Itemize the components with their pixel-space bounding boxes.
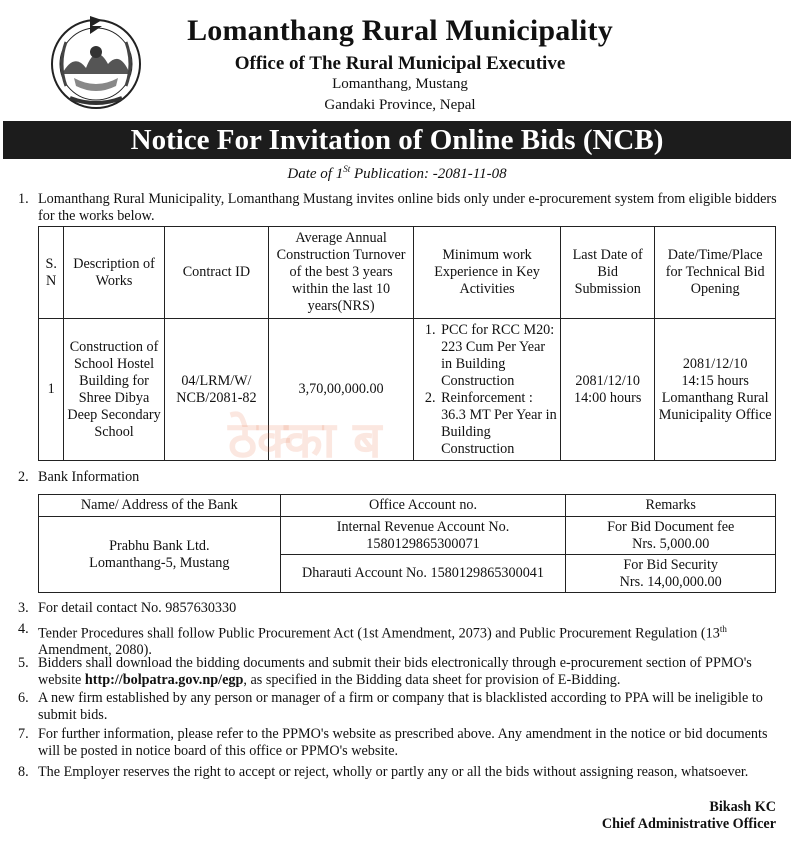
header-bank-name: Name/ Address of the Bank: [39, 495, 281, 517]
pubdate-prefix: Date of 1: [287, 166, 344, 182]
cell-experience: [414, 319, 561, 461]
municipality-title: Lomanthang Rural Municipality: [187, 14, 613, 47]
header-bid-opening: Date/Time/Place for Technical Bid Opening: [655, 227, 776, 319]
opening-time-value: 14:15 hours: [681, 372, 749, 389]
header-account-no: Office Account no.: [280, 495, 566, 517]
pubdate-suffix: Publication: -2081-11-08: [350, 166, 507, 182]
last-time-value: 14:00 hours: [573, 389, 642, 406]
watermark: ठेक्का ब: [228, 411, 382, 469]
cell-contract-id: 04/LRM/W/ NCB/2081-82: [164, 319, 268, 461]
list-item: 1. PCC for RCC M20: 223 Cum Per Year in Building Construction: [439, 322, 557, 390]
signatory-name: Bikash KC: [709, 799, 776, 815]
bank-table-header-row: [39, 495, 776, 517]
item-4-text: [38, 621, 778, 659]
item-6-text: A new firm established by any person or manager of a firm or company that is blacklisted according to PPA will be ineligible to submit bids.: [38, 690, 763, 723]
letterhead: [0, 0, 794, 120]
table-row: [39, 517, 776, 555]
item-7-text: For further information, please refer to the PPMO's website as prescribed above. Any amendment in the notice or bid documents will be posted in notice board of this office or PPMO's website.: [38, 726, 768, 759]
account-number: 1580129865300071: [366, 535, 480, 552]
ppmo-link[interactable]: http://bolpatra.gov.np/egp: [84, 671, 244, 688]
item-3-text: For detail contact No. 9857630330: [38, 600, 237, 616]
experience-list: [417, 322, 557, 458]
opening-date-value: 2081/12/10: [682, 355, 748, 372]
cell-bid-opening: [655, 319, 776, 461]
cell-account: [280, 517, 566, 555]
signatory-title: Chief Administrative Officer: [601, 816, 776, 832]
item-number-6: 6.: [18, 690, 29, 706]
item-2-text: Bank Information: [38, 469, 140, 485]
cell-account: Dharauti Account No. 1580129865300041: [280, 555, 566, 593]
header-sn: S. N: [39, 227, 64, 319]
cell-last-date: [561, 319, 655, 461]
pubdate-sup: St: [343, 164, 351, 174]
item-4-part-a: Tender Procedures shall follow Public Procurement Act (1st Amendment, 2073) and Public Procurement Regulation (13: [38, 625, 720, 642]
item-8-text: The Employer reserves the right to accept or reject, wholly or partly any or all the bids without assigning reason, whatsoever.: [38, 764, 749, 780]
account-label: Internal Revenue Account No.: [336, 518, 510, 535]
item-number-4: 4.: [18, 621, 29, 637]
header-remarks: Remarks: [566, 495, 776, 517]
bank-address: Lomanthang-5, Mustang: [89, 554, 230, 571]
remark-label: For Bid Security: [623, 556, 718, 573]
notice-banner: Notice For Invitation of Online Bids (NCB): [3, 121, 791, 159]
cell-sn: 1: [39, 319, 64, 461]
cell-remarks: [566, 555, 776, 593]
publication-date: [0, 164, 794, 183]
item-number-8: 8.: [18, 764, 29, 780]
item-number-3: 3.: [18, 600, 29, 616]
cell-description: Construction of School Hostel Building for Shree Dibya Deep Secondary School: [64, 319, 164, 461]
cell-remarks: [566, 517, 776, 555]
header-experience: Minimum work Experience in Key Activities: [414, 227, 561, 319]
table-row: [39, 319, 776, 461]
list-item: 2. Reinforcement : 36.3 MT Per Year in Building Construction: [439, 390, 557, 458]
remark-label: For Bid Document fee: [607, 518, 735, 535]
header-description: Description of Works: [64, 227, 164, 319]
last-date-value: 2081/12/10: [575, 372, 640, 389]
office-name: Office of The Rural Municipal Executive: [234, 53, 566, 74]
opening-place-value: Lomanthang Rural Municipality Office: [658, 389, 772, 423]
header-contract-id: Contract ID: [164, 227, 268, 319]
item-number-1: 1.: [18, 191, 29, 207]
item-5-text: [38, 655, 778, 688]
remark-amount: Nrs. 5,000.00: [632, 535, 710, 552]
bank-table: [38, 494, 776, 593]
item-number-7: 7.: [18, 726, 29, 742]
cell-turnover: 3,70,00,000.00: [269, 319, 414, 461]
remark-amount: Nrs. 14,00,000.00: [619, 573, 722, 590]
item-1-text: Lomanthang Rural Municipality, Lomanthang Mustang invites online bids only under e-procurement system from eligible bidders for the works below.: [38, 191, 777, 224]
bank-name: Prabhu Bank Ltd.: [109, 537, 210, 554]
address-line-2: Gandaki Province, Nepal: [324, 97, 476, 113]
header-turnover: Average Annual Construction Turnover of the best 3 years within the last 10 years(NRS): [269, 227, 414, 319]
works-table: [38, 226, 776, 461]
cell-bank: [39, 517, 281, 593]
header-last-date: Last Date of Bid Submission: [561, 227, 655, 319]
item-number-5: 5.: [18, 655, 29, 671]
item-number-2: 2.: [18, 469, 29, 485]
item-4-part-b: Amendment, 2080).: [38, 642, 152, 659]
works-table-header-row: [39, 227, 776, 319]
item-5-part-a: Bidders shall download the bidding documents and submit their bids electronically through e-procurement section of PPMO's website: [38, 655, 752, 688]
item-4-sup: th: [719, 624, 727, 634]
item-5-part-b: , as specified in the Bidding data sheet for provision of E-Bidding.: [243, 671, 621, 688]
address-line-1: Lomanthang, Mustang: [332, 76, 468, 92]
nepal-emblem-icon: [44, 12, 148, 112]
